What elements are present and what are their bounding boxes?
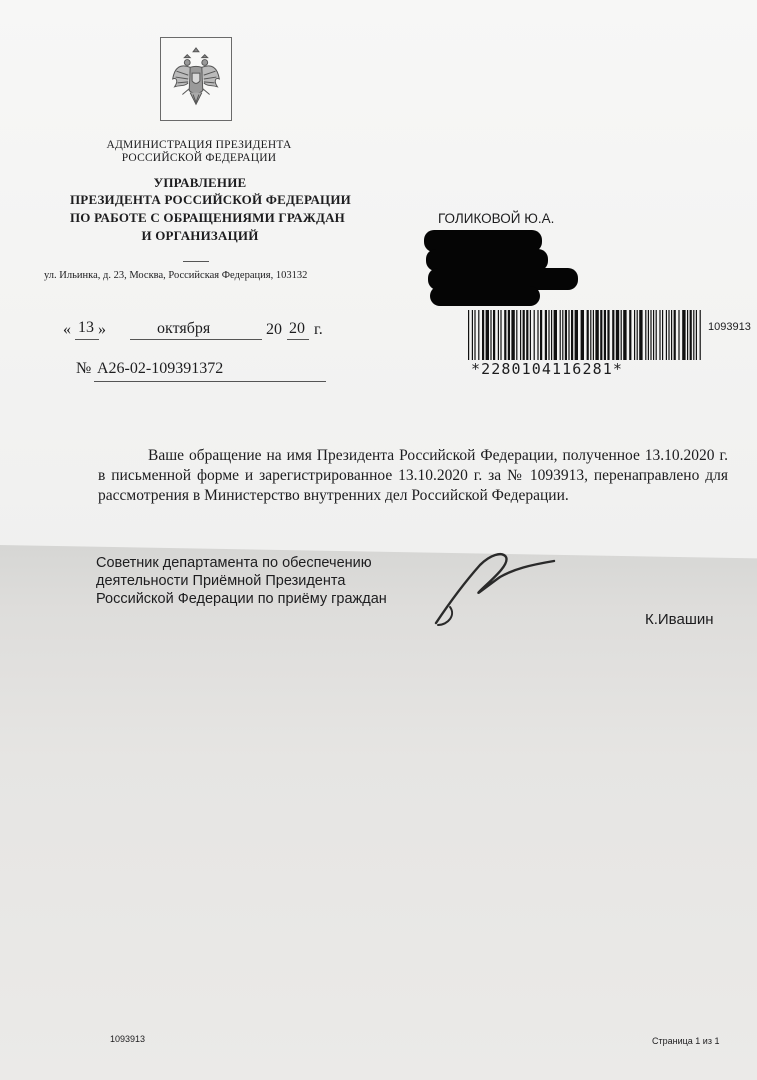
barcode-bar (587, 310, 589, 360)
barcode-bar (653, 310, 654, 360)
barcode-bar (472, 310, 473, 360)
barcode-bar (523, 310, 525, 360)
barcode-bar (500, 310, 501, 360)
barcode-bar (511, 310, 514, 360)
barcode-bar (493, 310, 495, 360)
barcode-bar (607, 310, 609, 360)
date-year-underline (287, 339, 309, 340)
paper-shadow-area (0, 545, 757, 1080)
barcode-bar (482, 310, 484, 360)
date-month: октября (157, 320, 211, 337)
admin-line-2: РОССИЙСКОЙ ФЕДЕРАЦИИ (121, 152, 277, 164)
barcode-bar (623, 310, 626, 360)
barcode-bar (526, 310, 528, 360)
barcode-bar (662, 310, 663, 360)
barcode-bar (540, 310, 542, 360)
date-year-prefix: 20 (266, 321, 282, 338)
barcode-bar (629, 310, 631, 360)
barcode-bar (648, 310, 649, 360)
barcode-bar (666, 310, 667, 360)
barcode-bar (554, 310, 557, 360)
barcode-bar (668, 310, 669, 360)
barcode-bar (690, 310, 692, 360)
barcode-bar (600, 310, 602, 360)
barcode-bar (678, 310, 679, 360)
barcode-bar (616, 310, 619, 360)
barcode-bar (474, 310, 475, 360)
barcode-bar (581, 310, 584, 360)
department-line-2: ПРЕЗИДЕНТА РОССИЙСКОЙ ФЕДЕРАЦИИ (70, 192, 351, 207)
barcode-bar (674, 310, 676, 360)
barcode-bar (575, 310, 578, 360)
date-day-underline (75, 339, 99, 340)
barcode-bar (645, 310, 646, 360)
barcode-bar (545, 310, 547, 360)
barcode-bar (520, 310, 521, 360)
admin-line-1: АДМИНИСТРАЦИЯ ПРЕЗИДЕНТА (106, 139, 292, 151)
coat-of-arms-emblem (160, 37, 232, 121)
barcode-bar (637, 310, 638, 360)
barcode-bar (508, 310, 510, 360)
recipient-name: ГОЛИКОВОЙ Ю.А. (438, 211, 555, 226)
barcode-bar (486, 310, 489, 360)
barcode-bar (560, 310, 561, 360)
barcode-bar (562, 310, 563, 360)
barcode-bar (530, 310, 531, 360)
barcode-bar (656, 310, 657, 360)
barcode-code-text: *2280104116281* (471, 360, 623, 378)
barcode-bar (534, 310, 535, 360)
barcode-bar (700, 310, 701, 360)
date-year-suffix: 20 (289, 320, 305, 337)
barcode-bar (687, 310, 688, 360)
letter-body: Ваше обращение на имя Президента Российской Федерации, полученное 13.10.2020 г. в письменной форме и зарегистрированное 13.10.2020 г. за № 1093913, перенаправлено для рассмотрения в Министерство внутренних дел Российской Федерации. (98, 447, 728, 504)
date-open-quote: « (63, 321, 71, 338)
barcode-bar (634, 310, 635, 360)
barcode-bar (568, 310, 569, 360)
double-headed-eagle-icon (161, 38, 231, 120)
footer-page-indicator: Страница 1 из 1 (652, 1036, 720, 1046)
date-day: 13 (78, 319, 94, 336)
barcode-bar (595, 310, 598, 360)
barcode-bar (621, 310, 622, 360)
department-line-4: И ОРГАНИЗАЦИЙ (141, 228, 259, 243)
reference-prefix: № (76, 360, 92, 377)
barcode-bar (682, 310, 685, 360)
barcode-bar (504, 310, 506, 360)
barcode-bar (590, 310, 591, 360)
barcode-bar (650, 310, 651, 360)
barcode-bar (478, 310, 479, 360)
barcode-bar (537, 310, 538, 360)
barcode-bar (551, 310, 552, 360)
reference-number: А26-02-109391372 (97, 360, 224, 377)
date-close-quote: » (98, 321, 106, 338)
barcode-bar (565, 310, 567, 360)
date-year-unit: г. (314, 321, 323, 338)
barcode-bar (571, 310, 573, 360)
barcode-bar (612, 310, 614, 360)
barcode-bar (696, 310, 697, 360)
signer-position: Советник департамента по обеспечению деятельности Приёмной Президента Российской Федерации по приёму граждан (96, 555, 387, 607)
barcode-bar (516, 310, 517, 360)
barcode-bar (490, 310, 491, 360)
barcode-bar (593, 310, 594, 360)
barcode-bar (693, 310, 694, 360)
barcode-bar (548, 310, 549, 360)
signer-name: К.Ивашин (645, 611, 714, 628)
footer-document-number: 1093913 (110, 1034, 146, 1044)
barcode-bar (671, 310, 672, 360)
handwritten-signature (430, 545, 560, 630)
letterhead-divider (183, 261, 209, 262)
barcode-bar (639, 310, 642, 360)
department-line-1: УПРАВЛЕНИЕ (153, 175, 247, 190)
barcode (468, 310, 702, 360)
letterhead-address: ул. Ильинка, д. 23, Москва, Российская Федерация, 103132 (44, 270, 308, 281)
barcode-bar (498, 310, 499, 360)
reference-underline (94, 381, 326, 382)
date-month-underline (130, 339, 262, 340)
barcode-bar (659, 310, 660, 360)
barcode-bar (604, 310, 606, 360)
department-line-3: ПО РАБОТЕ С ОБРАЩЕНИЯМИ ГРАЖДАН (70, 210, 345, 225)
barcode-side-number: 1093913 (708, 321, 751, 333)
barcode-bar (468, 310, 469, 360)
